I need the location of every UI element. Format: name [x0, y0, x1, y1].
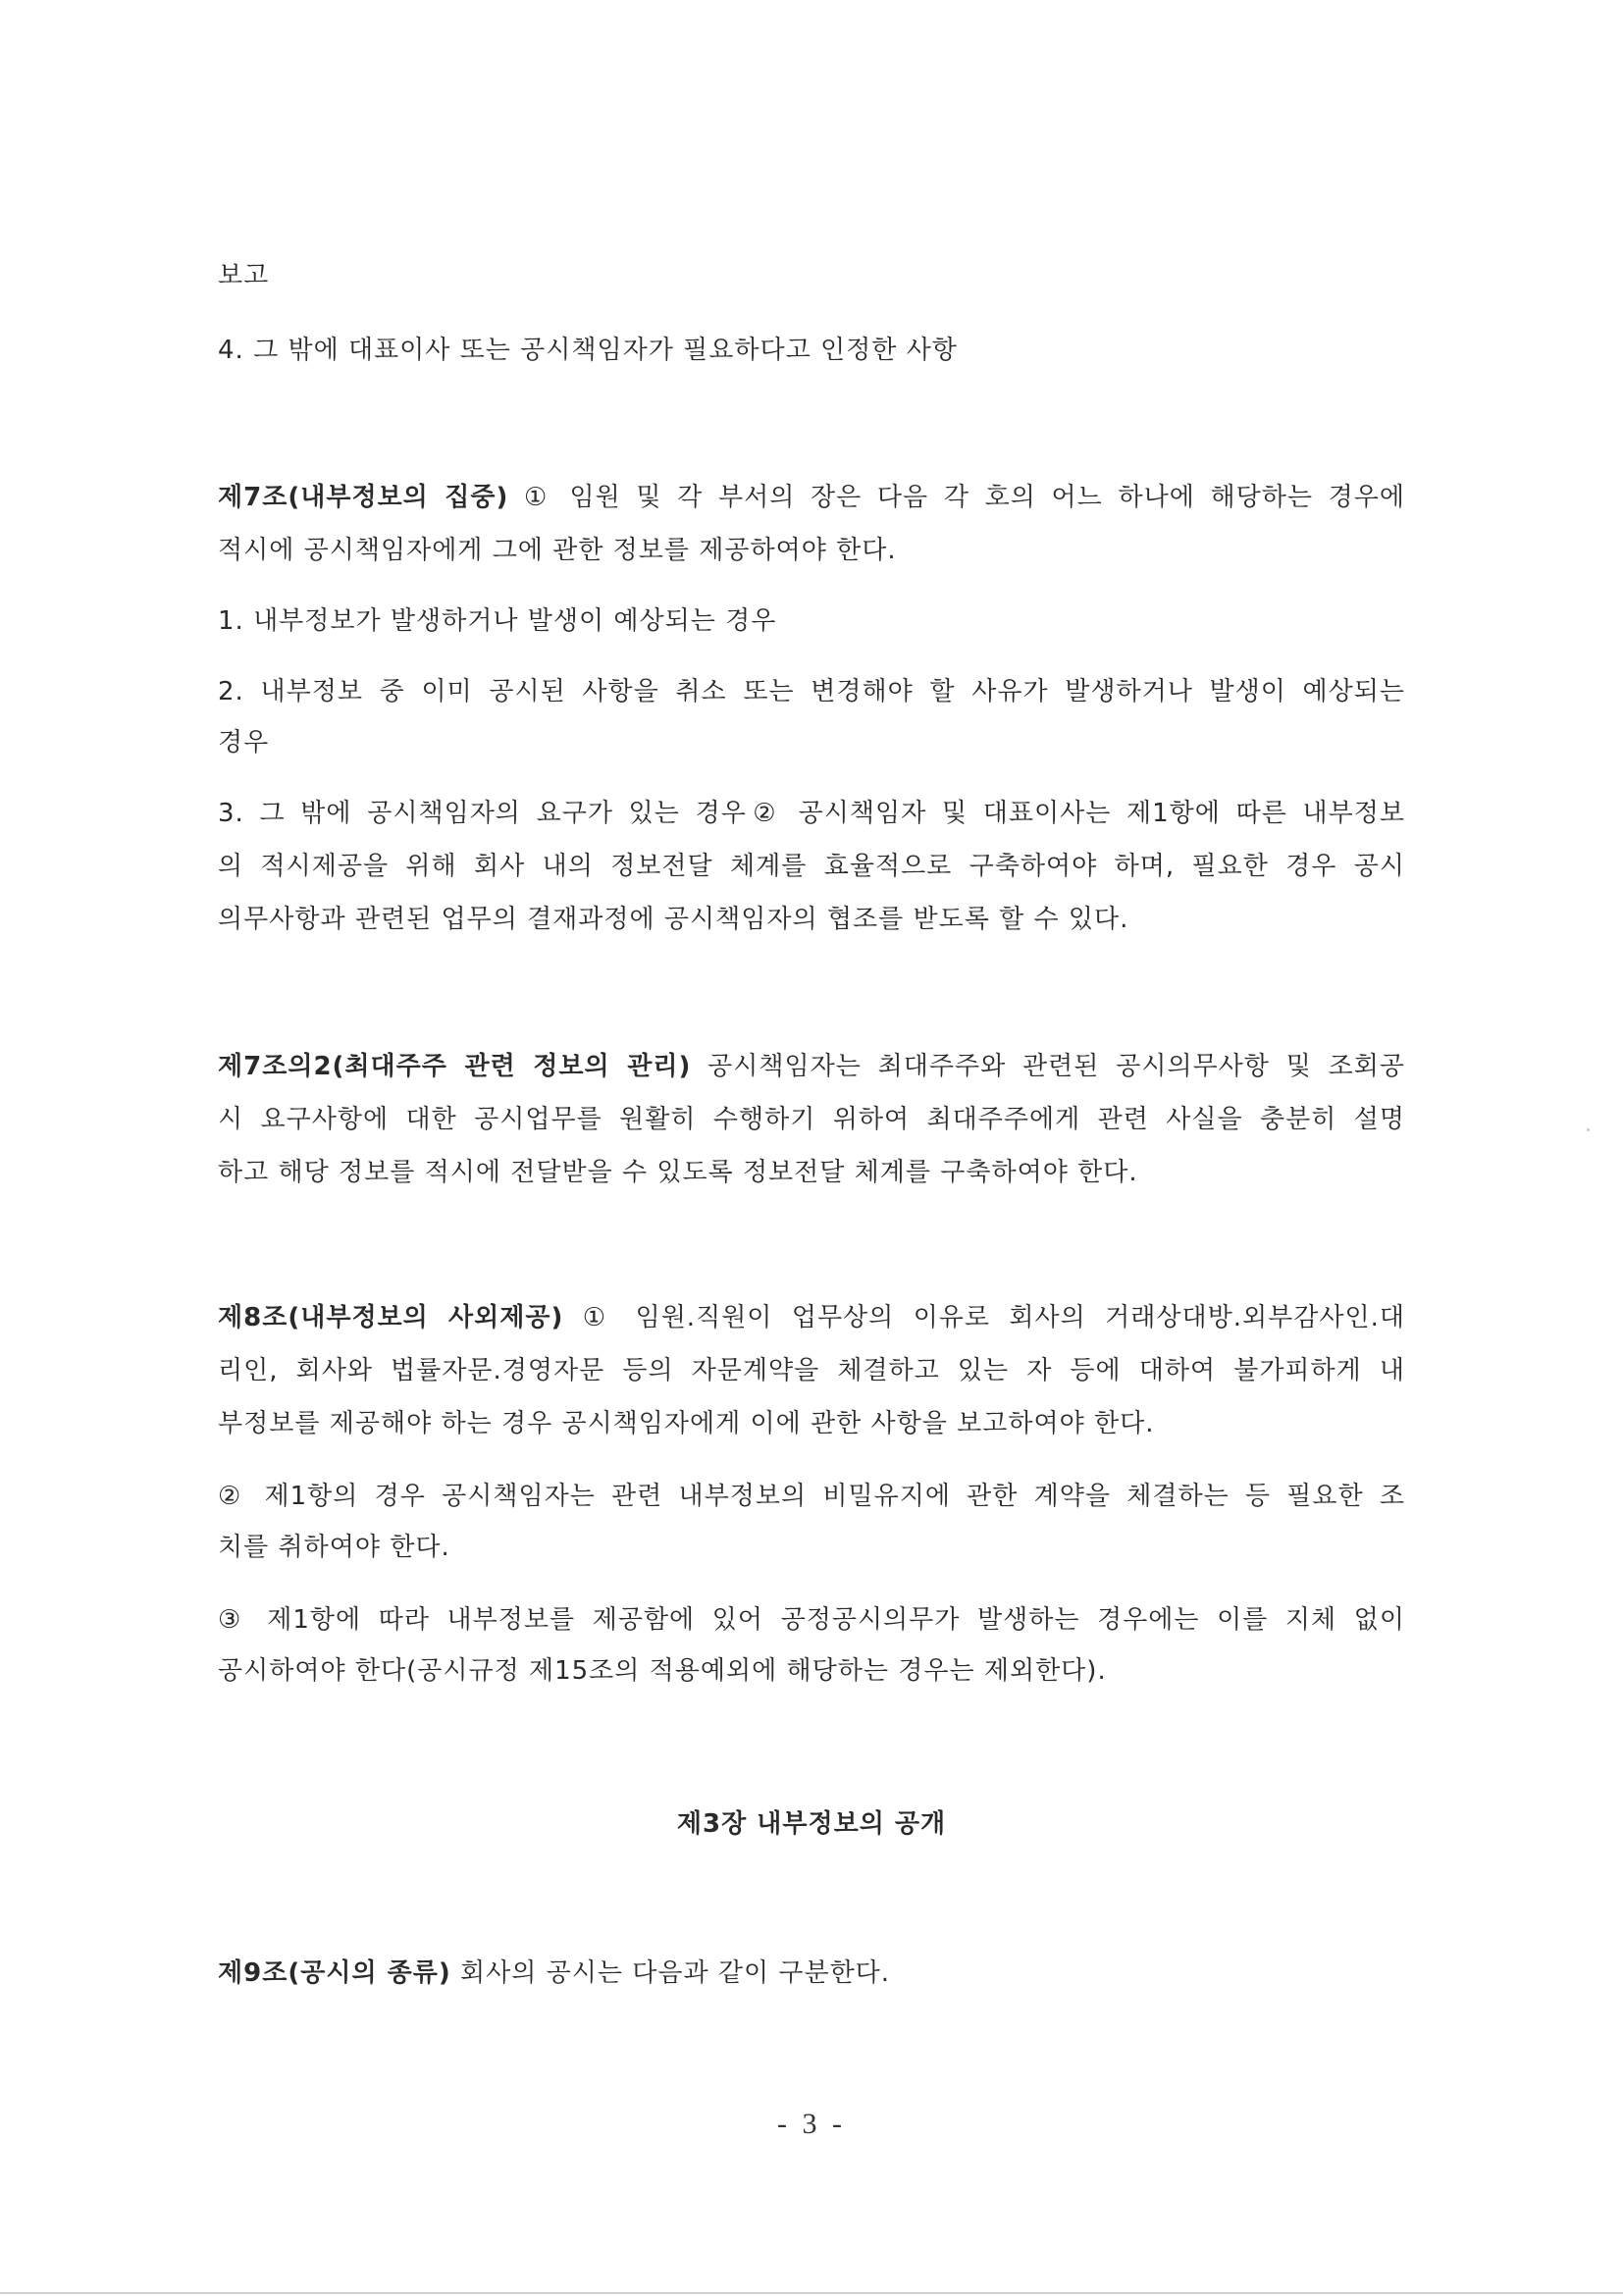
line-text: 부정보를 제공해야 하는 경우 공시책임자에게 이에 관한 사항을 보고하여야 한다.: [218, 1409, 1155, 1438]
line-text: 시 요구사항에 대한 공시업무를 원활히 수행하기 위하여 최대주주에게 관련 사실을 충분히 설명: [218, 1105, 1405, 1134]
line-text: 2. 내부정보 중 이미 공시된 사항을 취소 또는 변경해야 할 사유가 발생하거나 발생이 예상되는: [218, 677, 1405, 706]
article-7-title: 제7조(내부정보의 집중): [218, 483, 509, 512]
article-7-line: [218, 534, 1405, 567]
list-item-4: [218, 334, 1405, 367]
list-item-1: [218, 604, 1405, 638]
line-text: ③ 제1항에 따라 내부정보를 제공함에 있어 공정공시의무가 발생하는 경우에는 이를 지체 없이: [218, 1605, 1405, 1635]
paragraph-line: [218, 850, 1405, 883]
text-line-continuation: [218, 259, 1405, 292]
article-9-title: 제9조(공시의 종류): [218, 1958, 451, 1988]
article-8-heading-line: [218, 1301, 1405, 1334]
scan-speck: [1587, 1128, 1590, 1131]
line-text: 치를 취하여야 한다.: [218, 1533, 450, 1562]
line-text: 4. 그 밖에 대표이사 또는 공시책임자가 필요하다고 인정한 사항: [218, 336, 958, 365]
scan-edge-line: [0, 2292, 1623, 2294]
line-text: 1. 내부정보가 발생하거나 발생이 예상되는 경우: [218, 606, 777, 636]
line-text: 공시하여야 한다(공시규정 제15조의 적용예외에 해당하는 경우는 제외한다).: [218, 1656, 1107, 1686]
list-item-3: [218, 797, 1405, 830]
line-text: 보고: [218, 261, 270, 290]
list-item-2-continuation: [218, 726, 1405, 759]
chapter-3-heading: [0, 1807, 1623, 1841]
line-text: 의무사항과 관련된 업무의 결재과정에 공시책임자의 협조를 받도록 할 수 있다.: [218, 905, 1129, 934]
line-text: ① 임원 및 각 부서의 장은 다음 각 호의 어느 하나에 해당하는 경우에: [508, 483, 1405, 512]
line-text: 경우: [218, 728, 270, 757]
paragraph-line: [218, 1156, 1405, 1189]
article-8-clause-2: [218, 1480, 1405, 1513]
line-text: ② 제1항의 경우 공시책임자는 관련 내부정보의 비밀유지에 관한 계약을 체결하는 등 필요한 조: [218, 1482, 1405, 1511]
article-8-clause-3: [218, 1603, 1405, 1637]
chapter-title: 제3장 내부정보의 공개: [676, 1809, 947, 1839]
line-text: ① 임원.직원이 업무상의 이유로 회사의 거래상대방.외부감사인.대: [563, 1303, 1405, 1332]
paragraph-line: [218, 1354, 1405, 1387]
line-text: 하고 해당 정보를 적시에 전달받을 수 있도록 정보전달 체계를 구축하여야 한다.: [218, 1158, 1138, 1187]
line-text: 적시에 공시책임자에게 그에 관한 정보를 제공하여야 한다.: [218, 536, 897, 565]
paragraph-line: [218, 1103, 1405, 1136]
line-text: 리인, 회사와 법률자문.경영자문 등의 자문계약을 체결하고 있는 자 등에 대하여 불가피하게 내: [218, 1356, 1405, 1385]
line-text: 3. 그 밖에 공시책임자의 요구가 있는 경우② 공시책임자 및 대표이사는 제1항에 따른 내부정보: [218, 799, 1405, 828]
article-9-heading-line: [218, 1957, 1405, 1990]
line-text: 공시책임자는 최대주주와 관련된 공시의무사항 및 조회공: [691, 1052, 1405, 1081]
article-7-heading-line: [218, 481, 1405, 514]
article-7-2-title: 제7조의2(최대주주 관련 정보의 관리): [218, 1052, 692, 1081]
article-8-title: 제8조(내부정보의 사외제공): [218, 1303, 564, 1332]
paragraph-line: [218, 1654, 1405, 1688]
list-item-2: [218, 675, 1405, 708]
paragraph-line: [218, 1407, 1405, 1440]
paragraph-line: [218, 1531, 1405, 1564]
article-7-2-heading-line: [218, 1050, 1405, 1083]
page-number: - 3 -: [777, 2108, 846, 2140]
line-text: 의 적시제공을 위해 회사 내의 정보전달 체계를 효율적으로 구축하여야 하며, 필요한 경우 공시: [218, 852, 1405, 881]
paragraph-line: [218, 903, 1405, 936]
line-text: 회사의 공시는 다음과 같이 구분한다.: [450, 1958, 891, 1988]
